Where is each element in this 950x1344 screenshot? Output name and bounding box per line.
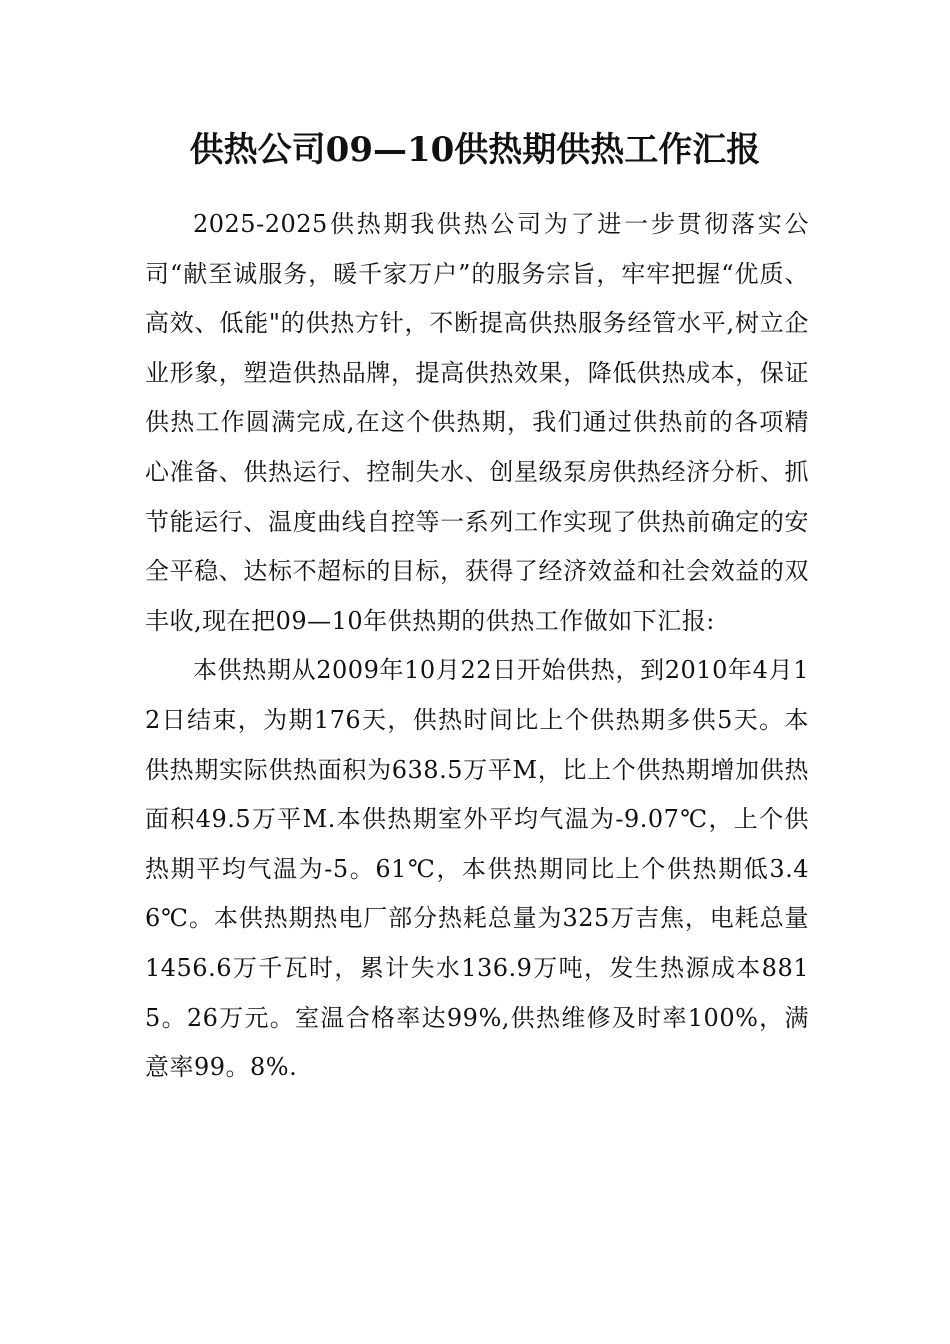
document-body xyxy=(145,200,809,1093)
paragraph-statistics: 本供热期从2009年10月22日开始供热，到2010年4月12日结束，为期176天，供热时间比上个供热期多供5天。本供热期实际供热面积为638.5万平M，比上个供热期增加供热面积49.5万平M.本供热期室外平均气温为-9.07℃，上个供热期平均气温为-5。61℃，本供热期同比上个供热期低3.46℃。本供热期热电厂部分热耗总量为325万吉焦，电耗总量1456.6万千瓦时，累计失水136.9万吨，发生热源成本8815。26万元。室温合格率达99%,供热维修及时率100%，满意率99。8%. xyxy=(145,656,809,1082)
document-title: 供热公司09—10供热期供热工作汇报 xyxy=(189,130,761,170)
paragraph-intro: 2025-2025供热期我供热公司为了进一步贯彻落实公司“献至诚服务，暖千家万户”的服务宗旨，牢牢把握“优质、高效、低能"的供热方针，不断提高供热服务经管水平,树立企业形象，塑造供热品牌，提高供热效果，降低供热成本，保证供热工作圆满完成,在这个供热期，我们通过供热前的各项精心准备、供热运行、控制失水、创星级泵房供热经济分析、抓节能运行、温度曲线自控等一系列工作实现了供热前确定的安全平稳、达标不超标的目标，获得了经济效益和社会效益的双丰收,现在把09—10年供热期的供热工作做如下汇报: xyxy=(145,210,809,635)
